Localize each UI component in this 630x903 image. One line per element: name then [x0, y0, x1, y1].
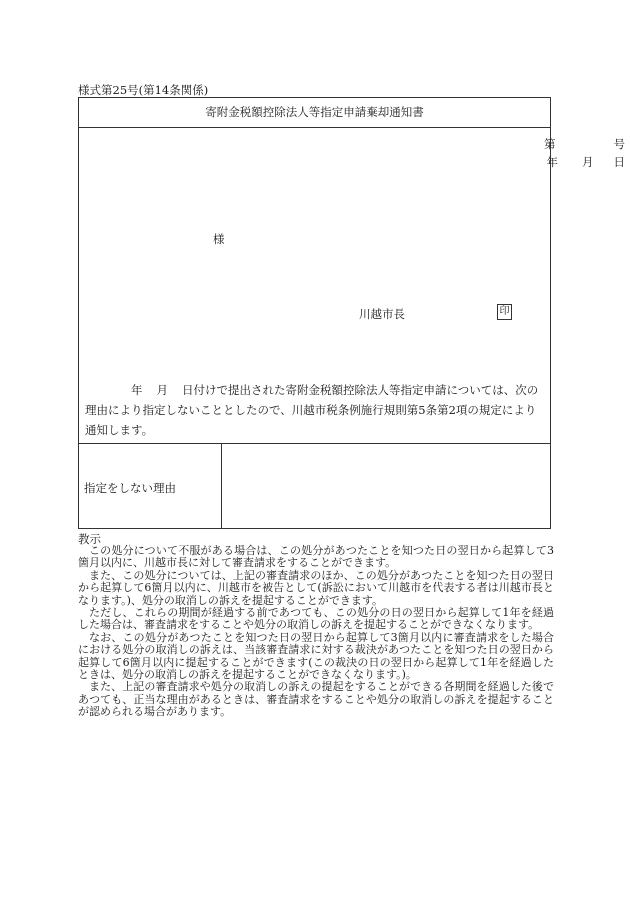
notice-frame [78, 97, 551, 529]
body-month: 月 [156, 383, 168, 397]
appeal-notice-title: 教示 [78, 532, 101, 546]
date-month: 月 [582, 155, 594, 169]
appeal-paragraph: ただし、これらの期間が経過する前であつても、この処分の日の翌日から起算して1年を経過した場合は、審査請求をすることや処分の取消しの訴えを提起することができなくなります。 [78, 606, 554, 632]
body-text: 日付けで提出された寄附金税額控除法人等指定申請については、次の理由により指定しないこととしたので、川越市税条例施行規則第5条第2項の規定により通知します。 [85, 383, 539, 437]
appeal-notice [78, 545, 554, 719]
issuer-name: 川越市長 [359, 307, 405, 321]
date-day: 日 [613, 155, 625, 169]
number-suffix: 号 [613, 137, 625, 151]
seal-mark: 印 [497, 304, 512, 320]
appeal-paragraph: なお、この処分があつたことを知つた日の翌日から起算して3箇月以内に審査請求をした場合における処分の取消しの訴えは、当該審査請求に対する裁決があつたことを知つた日の翌日から起算して6箇月以内に提起することができます(この裁決の日の翌日から起算して1年を経過したときは、処分の取消しの訴えを提起することができなくなります。)。 [78, 630, 554, 682]
reason-label: 指定をしない理由 [84, 481, 176, 495]
document-number [544, 136, 625, 152]
body-year: 年 [131, 383, 143, 397]
appeal-paragraph: また、この処分については、上記の審査請求のほか、この処分があつたことを知つた日の翌日から起算して6箇月以内に、川越市を被告として(訴訟において川越市を代表する者は川越市長となります。)、処分の取消しの訴えを提起することができます。 [78, 568, 554, 607]
reason-divider [79, 443, 550, 444]
recipient-honorific: 様 [213, 232, 225, 246]
notice-body [85, 380, 545, 440]
date-year: 年 [546, 155, 558, 169]
document-title: 寄附金税額控除法人等指定申請棄却通知書 [79, 98, 550, 128]
issue-date [547, 154, 626, 170]
number-prefix: 第 [544, 137, 556, 151]
appeal-paragraph: この処分について不服がある場合は、この処分があつたことを知つた日の翌日から起算して3箇月以内に、川越市長に対して審査請求をすることができます。 [78, 544, 554, 570]
form-number-label: 様式第25号(第14条関係) [78, 83, 209, 97]
appeal-paragraph: また、上記の審査請求や処分の取消しの訴えの提起をすることができる各期間を経過した後であつても、正当な理由があるときは、審査請求をすることや処分の取消しの訴えを提起することが認められる場合があります。 [78, 680, 554, 719]
reason-column-divider [221, 443, 222, 529]
